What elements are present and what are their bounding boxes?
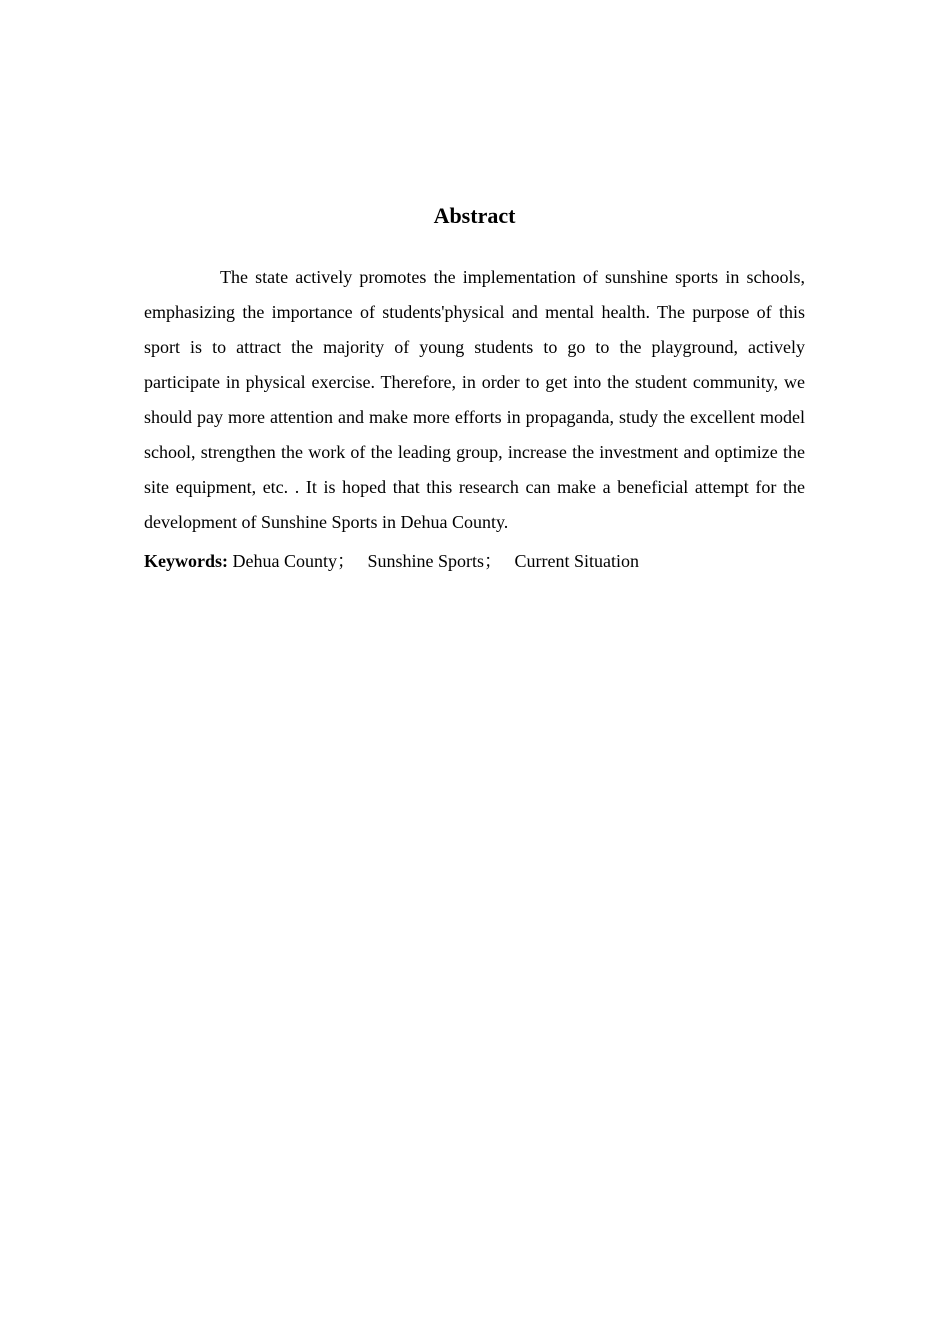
keyword-item-2: Sunshine Sports [367,551,485,571]
abstract-section [144,200,805,579]
keyword-separator: ； [336,551,355,571]
keyword-item-1: Dehua County [232,551,337,571]
abstract-body: The state actively promotes the implementation of sunshine sports in schools, emphasizing the importance of students'physical and mental health. The purpose of this sport is to attract the majority of young students to go to the playground, actively participate in physical exercise. Therefore, in order to get into the student community, we should pay more attention and make more efforts in propaganda, study the excellent model school, strengthen the work of the leading group, increase the investment and optimize the site equipment, etc. . It is hoped that this research can make a beneficial attempt for the development of Sunshine Sports in Dehua County. [144,267,805,532]
keywords-line [144,544,805,579]
abstract-title: Abstract [433,203,516,228]
keywords-label: Keywords: [144,551,228,571]
keyword-item-3: Current Situation [514,551,640,571]
keyword-separator: ； [484,551,503,571]
